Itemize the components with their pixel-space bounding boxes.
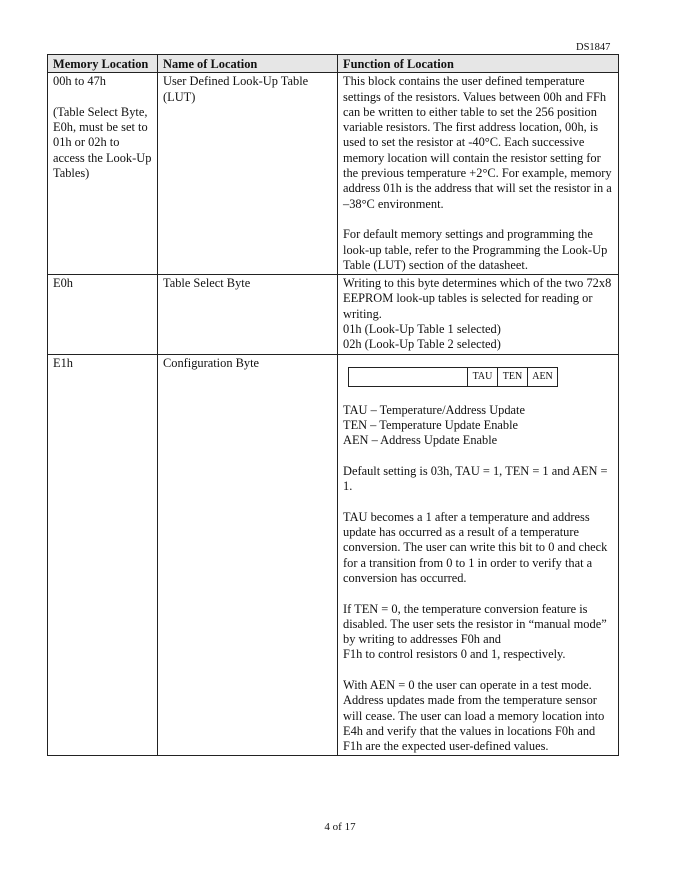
function-paragraph: For default memory settings and programming the look-up table, refer to the Programming the Look-Up Table (LUT) section of the datasheet. bbox=[343, 227, 608, 272]
location-name: User Defined Look-Up Table (LUT) bbox=[163, 74, 309, 104]
column-header-name-of-location: Name of Location bbox=[158, 55, 338, 73]
function-paragraph: Default setting is 03h, TAU = 1, TEN = 1 and AEN = 1. bbox=[343, 463, 608, 494]
column-header-function-of-location: Function of Location bbox=[338, 55, 619, 73]
bit-definition: TAU – Temperature/Address Update bbox=[343, 402, 525, 417]
configuration-register-diagram bbox=[348, 367, 558, 387]
function-line: 02h (Look-Up Table 2 selected) bbox=[343, 337, 501, 352]
table-row bbox=[48, 275, 619, 354]
register-bit-ten: TEN bbox=[497, 368, 527, 386]
function-paragraph: If TEN = 0, the temperature conversion feature is disabled. The user sets the resistor in “manual mode” by writing to addresses F0h and bbox=[343, 601, 607, 647]
function-cell bbox=[338, 354, 619, 756]
location-address: E1h bbox=[53, 355, 73, 370]
bit-definition: TEN – Temperature Update Enable bbox=[343, 417, 519, 432]
location-name: Configuration Byte bbox=[163, 355, 260, 370]
memory-location-cell bbox=[48, 275, 158, 354]
location-address: E0h bbox=[53, 276, 73, 291]
memory-location-cell bbox=[48, 354, 158, 756]
function-paragraph: With AEN = 0 the user can operate in a test mode. Address updates made from the temperature sensor will cease. The user can load a memory location into E4h and verify that the values in locations F0h and F1h are the expected user-defined values. bbox=[343, 677, 605, 754]
location-name: Table Select Byte bbox=[163, 276, 251, 291]
function-cell bbox=[338, 275, 619, 354]
memory-location-cell bbox=[48, 73, 158, 275]
location-address: 00h to 47h bbox=[53, 74, 107, 89]
register-unused-bits bbox=[349, 368, 467, 386]
function-paragraph: F1h to control resistors 0 and 1, respectively. bbox=[343, 647, 566, 662]
document-id: DS1847 bbox=[576, 42, 611, 53]
location-note: (Table Select Byte, E0h, must be set to 01h or 02h to access the Look-Up Tables) bbox=[53, 104, 152, 181]
location-name-cell bbox=[158, 275, 338, 354]
page-number: 4 of 17 bbox=[324, 821, 356, 833]
memory-map-table bbox=[47, 54, 619, 756]
location-name-cell bbox=[158, 73, 338, 275]
location-name-cell bbox=[158, 354, 338, 756]
function-paragraph: This block contains the user defined temperature settings of the resistors. Values between 00h and FFh can be written to either table to set the 256 position variable resistors. The first address location, 00h, is used to set the resistor at -40°C. Each successive memory location will contain the resistor setting for the previous temperature +2°C. For example, memory address 01h is the address that will set the resistor in a –38°C environment. bbox=[343, 74, 612, 211]
bit-definition: AEN – Address Update Enable bbox=[343, 433, 498, 448]
register-bit-aen: AEN bbox=[527, 368, 557, 386]
register-bit-tau: TAU bbox=[467, 368, 497, 386]
function-cell bbox=[338, 73, 619, 275]
function-line: Writing to this byte determines which of the two 72x8 EEPROM look-up tables is selected for reading or writing. bbox=[343, 276, 612, 321]
function-paragraph: TAU becomes a 1 after a temperature and address update has occurred as a result of a temperature conversion. The user can write this bit to 0 and check for a transition from 0 to 1 in order to verify that a conversion has occurred. bbox=[343, 509, 608, 585]
column-header-memory-location: Memory Location bbox=[48, 55, 158, 73]
table-header-row bbox=[48, 55, 619, 73]
table-row bbox=[48, 354, 619, 756]
function-line: 01h (Look-Up Table 1 selected) bbox=[343, 322, 501, 337]
table-row bbox=[48, 73, 619, 275]
